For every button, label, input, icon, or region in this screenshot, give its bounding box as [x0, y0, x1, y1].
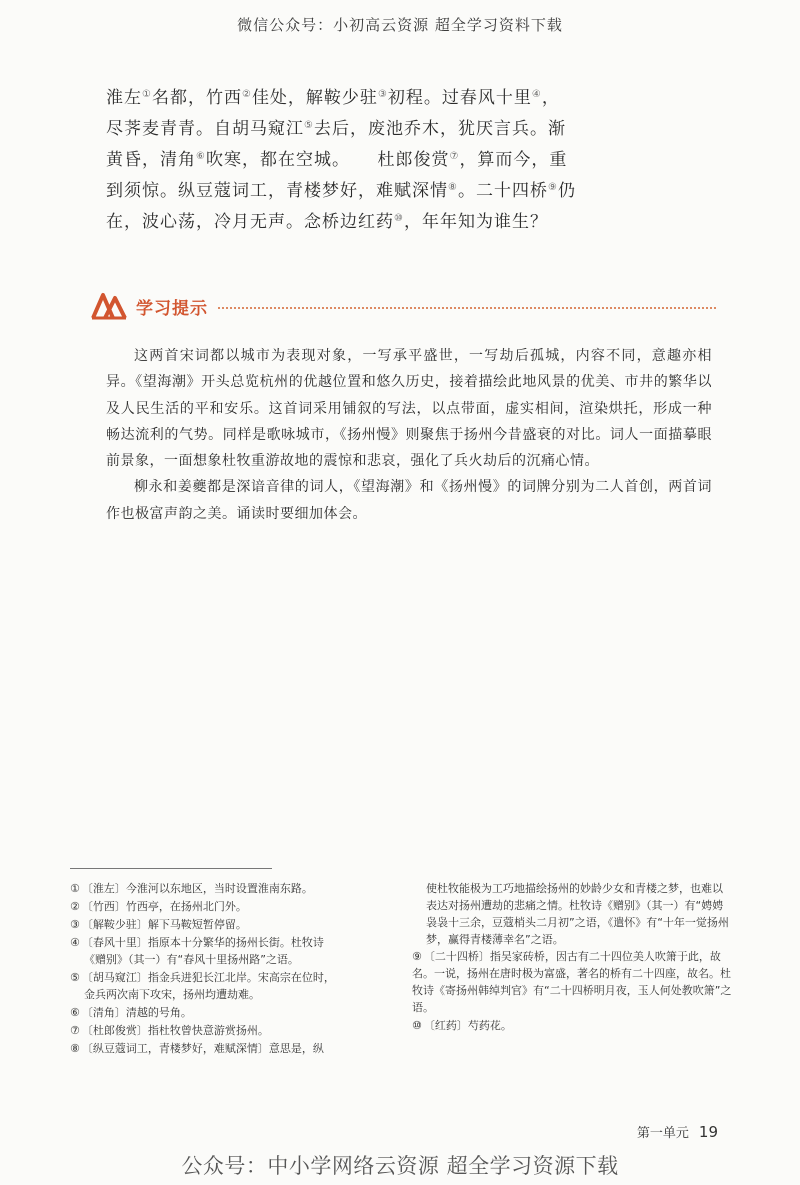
- footnote-number: ①: [70, 882, 80, 895]
- page-number: 19: [698, 1123, 718, 1141]
- footnote-6: [70, 1004, 390, 1021]
- footnote-number: ④: [70, 936, 80, 949]
- poem-segment: 佳处，解鞍少驻: [251, 88, 378, 108]
- poem-segment: ，尽荠麦青青。自胡马窥江: [106, 88, 560, 139]
- poem-segment: 去后，废池乔木，犹厌言兵。渐黄昏，清角: [106, 119, 566, 170]
- poem-text: [106, 84, 576, 239]
- footnotes: [70, 880, 732, 1058]
- footnote-text: 〔竹西〕竹西亭，在扬州北门外。: [81, 900, 247, 913]
- footnote-text: 〔淮左〕今淮河以东地区，当时设置淮南东路。: [81, 882, 313, 895]
- footnote-1: [70, 880, 390, 897]
- poem-segment: ，年年知为谁生？: [403, 212, 548, 232]
- footnote-number: ③: [70, 918, 80, 931]
- footnote-column-right: [412, 880, 732, 1058]
- study-tip-icon: [90, 291, 128, 321]
- footnote-continuation: 金兵两次南下攻宋，扬州均遭劫难。: [84, 988, 260, 1001]
- footnote-marker: ⑨: [547, 182, 558, 193]
- footnote-8-continuation: 使杜牧能极为工巧地描绘扬州的妙龄少女和青楼之梦，也难以表达对扬州遭劫的悲痛之情。杜牧诗《赠别》（其一）有“娉娉袅袅十三余，豆蔻梢头二月初”之语，《遣怀》有“十年一觉扬州梦，赢得青楼薄幸名”之语。: [426, 882, 729, 946]
- footnote-10: [412, 1017, 732, 1034]
- page-footer: [637, 1122, 718, 1141]
- study-tip-header: [90, 290, 716, 322]
- footnote-text: 〔解鞍少驻〕解下马鞍短暂停留。: [81, 918, 247, 931]
- footnote-9: [412, 948, 732, 1016]
- study-tip-body: [106, 343, 712, 527]
- footnote-marker: ①: [142, 89, 152, 100]
- footnote-number: ⑩: [412, 1019, 422, 1032]
- footnote-5: [70, 969, 390, 1003]
- footnote-text: 〔纵豆蔻词工，青楼梦好，难赋深情〕意思是，纵: [81, 1042, 324, 1055]
- footnote-text: 〔清角〕清越的号角。: [81, 1006, 192, 1019]
- footnote-marker: ⑥: [196, 151, 206, 162]
- poem-segment: 吹寒，都在空城。 杜郎俊赏: [205, 150, 450, 170]
- footnote-text: 〔春风十里〕指原本十分繁华的扬州长街。杜牧诗: [81, 936, 324, 949]
- footnote-text: 〔二十四桥〕指吴家砖桥，因古有二十四位美人吹箫于此，故名。一说，扬州在唐时极为富盛，著名的桥有二十四座，故名。杜牧诗《寄扬州韩绰判官》有“二十四桥明月夜，玉人何处教吹箫”之语。: [412, 950, 732, 1014]
- footnote-marker: ⑤: [304, 120, 314, 131]
- study-tip-paragraph: 这两首宋词都以城市为表现对象，一写承平盛世，一写劫后孤城，内容不同，意趣亦相异。《望海潮》开头总览杭州的优越位置和悠久历史，接着描绘此地风景的优美、市井的繁华以及人民生活的平和安乐。这首词采用铺叙的写法，以点带面，虚实相间，渲染烘托，形成一种畅达流利的气势。同样是歌咏城市，《扬州慢》则聚焦于扬州今昔盛衰的对比。词人一面描摹眼前景象，一面想象杜牧重游故地的震惊和悲哀，强化了兵火劫后的沉痛心情。: [106, 348, 712, 470]
- footnote-number: ⑥: [70, 1006, 80, 1019]
- unit-label: 第一单元: [636, 1126, 689, 1141]
- footnote-text: 〔杜郎俊赏〕指杜牧曾快意游赏扬州。: [81, 1024, 269, 1037]
- poem-segment: 名都，竹西: [151, 88, 242, 108]
- footnote-marker: ②: [241, 89, 252, 100]
- footnote-3: [70, 916, 390, 933]
- dotted-divider: [218, 307, 716, 309]
- top-watermark-banner: 微信公众号：小初高云资源 超全学习资料下载: [237, 16, 563, 34]
- poem-segment: ，算而今，重到须惊。纵豆蔻词工，青楼梦好，难赋深情: [106, 150, 568, 201]
- footnote-number: ⑦: [70, 1024, 80, 1037]
- footnote-marker: ④: [531, 89, 542, 100]
- footnote-column-left: [70, 880, 390, 1058]
- footnote-divider: [70, 868, 272, 869]
- footnote-number: ⑤: [70, 971, 80, 984]
- footnote-continuation: 《赠别》（其一）有“春风十里扬州路”之语。: [84, 953, 299, 966]
- footnote-2: [70, 898, 390, 915]
- poem-segment: 。二十四桥: [457, 181, 548, 201]
- footnote-8: [70, 1040, 390, 1057]
- footnote-7: [70, 1022, 390, 1039]
- poem-segment: 初程。过春风十里: [387, 88, 532, 108]
- poem-segment: 淮左: [106, 88, 142, 108]
- footnote-number: ⑨: [412, 950, 422, 963]
- footnote-text: 〔胡马窥江〕指金兵进犯长江北岸。宋高宗在位时，: [81, 971, 335, 984]
- footnote-marker: ⑧: [448, 182, 458, 193]
- footnote-text: 〔红药〕芍药花。: [423, 1019, 512, 1032]
- poem-segment: 仍在，波心荡，冷月无声。念桥边红药: [106, 181, 576, 232]
- footnote-marker: ③: [377, 89, 388, 100]
- bottom-watermark-banner: 公众号：中小学网络云资源 超全学习资源下载: [181, 1154, 619, 1178]
- study-tip-title: 学习提示: [136, 298, 208, 319]
- footnote-number: ⑧: [70, 1042, 80, 1055]
- footnote-marker: ⑦: [449, 151, 460, 162]
- footnote-marker: ⑩: [394, 213, 404, 224]
- footnote-4: [70, 934, 390, 968]
- study-tip-paragraph: 柳永和姜夔都是深谙音律的词人，《望海潮》和《扬州慢》的词牌分别为二人首创，两首词作也极富声韵之美。诵读时要细加体会。: [106, 479, 712, 522]
- footnote-number: ②: [70, 900, 80, 913]
